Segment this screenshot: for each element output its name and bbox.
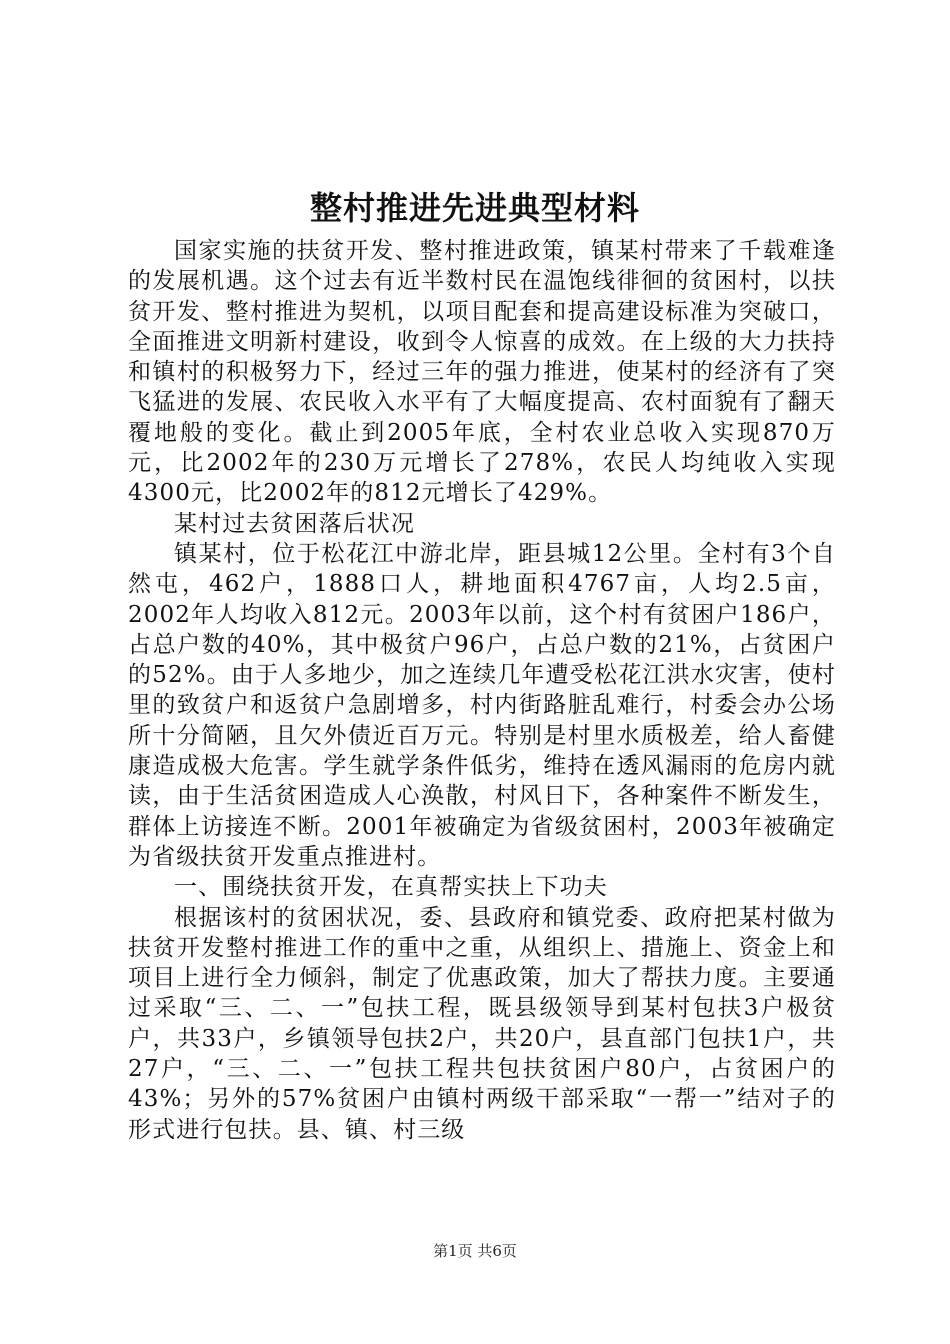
document-body — [128, 236, 836, 1145]
page-footer: 第1页 共6页 — [433, 1242, 517, 1260]
paragraph-village-overview: 镇某村，位于松花江中游北岸，距县城12公里。全村有3个自然屯，462户，1888口人，耕地面积4767亩，人均2.5亩，2002年人均收入812元。2003年以前，这个村有贫困户186户，占总户数的40%，其中极贫户96户，占总户数的21%，占贫困户的52%。由于人多地少，加之连续几年遭受松花江洪水灾害，使村里的致贫户和返贫户急剧增多，村内街路脏乱难行，村委会办公场所十分简陋，且欠外债近百万元。特别是村里水质极差，给人畜健康造成极大危害。学生就学条件低劣，维持在透风漏雨的危房内就读，由于生活贫困造成人心涣散，村风日下，各种案件不断发生，群体上访接连不断。2001年被确定为省级贫困村，2003年被确定为省级扶贫开发重点推进村。 — [128, 540, 836, 870]
section-heading-one: 一、围绕扶贫开发，在真帮实扶上下功夫 — [174, 874, 608, 901]
document-title: 整村推进先进典型材料 — [309, 189, 640, 227]
paragraph-intro: 国家实施的扶贫开发、整村推进政策，镇某村带来了千载难逢的发展机遇。这个过去有近半数村民在温饱线徘徊的贫困村，以扶贫开发、整村推进为契机，以项目配套和提高建设标准为突破口，全面推进文明新村建设，收到令人惊喜的成效。在上级的大力扶持和镇村的积极努力下，经过三年的强力推进，使某村的经济有了突飞猛进的发展、农民收入水平有了大幅度提高、农村面貌有了翻天覆地般的变化。截止到2005年底，全村农业总收入实现870万元，比2002年的230万元增长了278%，农民人均纯收入实现4300元，比2002年的812元增长了429%。 — [128, 238, 836, 507]
section-heading-past-poverty: 某村过去贫困落后状况 — [174, 510, 415, 537]
paragraph-assistance-measures: 根据该村的贫困状况，委、县政府和镇党委、政府把某村做为扶贫开发整村推进工作的重中之重，从组织上、措施上、资金上和项目上进行全力倾斜，制定了优惠政策，加大了帮扶力度。主要通过采取“三、二、一”包扶工程，既县级领导到某村包扶3户极贫户，共33户，乡镇领导包扶2户，共20户，县直部门包扶1户，共27户，“三、二、一”包扶工程共包扶贫困户80户，占贫困户的43%；另外的57%贫困户由镇村两级干部采取“一帮一”结对子的形式进行包扶。县、镇、村三级 — [128, 904, 836, 1143]
